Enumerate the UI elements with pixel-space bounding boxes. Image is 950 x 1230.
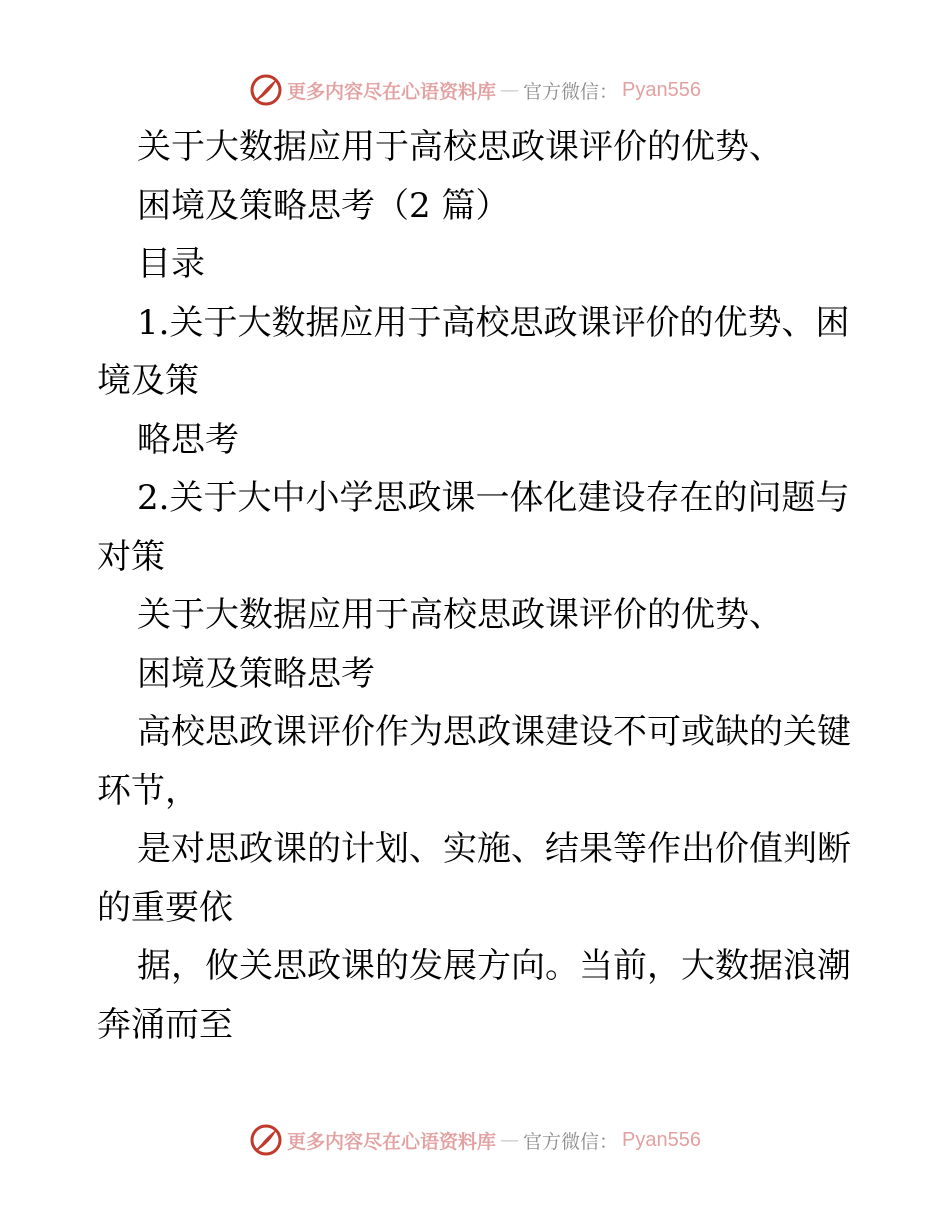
watermark-wechat-id: Pyan556 [622,78,701,101]
paragraph-line: 高校思政课评价作为思政课建设不可或缺的关键 [137,712,851,752]
quill-pen-logo-icon [249,73,283,107]
watermark-separator: — [500,79,520,101]
toc-item-2-line-1: 2.关于大中小学思政课一体化建设存在的问题与 [137,478,850,518]
section-title-line-2: 困境及策略思考 [137,653,375,694]
toc-item-1-line-3: 略思考 [137,419,239,460]
toc-item-1-line-1: 1.关于大数据应用于高校思政课评价的优势、困 [137,302,850,343]
header-watermark [0,70,950,110]
watermark-label: 官方微信： [523,80,619,103]
watermark-group [249,1123,701,1157]
section-title-line-1: 关于大数据应用于高校思政课评价的优势、 [137,595,783,635]
toc-item-2-line-2: 对策 [97,536,165,577]
watermark-wechat-id: Pyan556 [622,1128,701,1151]
toc-item-1-line-2: 境及策 [97,361,199,401]
watermark-group [249,73,701,107]
watermark-label: 官方微信： [523,1130,619,1153]
watermark-separator: — [500,1129,520,1151]
footer-watermark [0,1120,950,1160]
quill-pen-logo-icon [249,1123,283,1157]
document-body [97,118,857,1054]
paragraph-line: 环节， [97,770,199,811]
toc-heading: 目录 [137,244,205,284]
paragraph-line: 奔涌而至 [97,1004,233,1045]
paragraph-line: 是对思政课的计划、实施、结果等作出价值判断 [137,829,851,869]
doc-title-line-1: 关于大数据应用于高校思政课评价的优势、 [137,127,783,167]
paragraph-line: 的重要依 [97,887,233,928]
doc-title-line-2: 困境及策略思考（2 篇） [137,185,510,226]
watermark-site-text: 更多内容尽在心语资料库 [287,1130,497,1153]
watermark-site-text: 更多内容尽在心语资料库 [287,80,497,103]
paragraph-line: 据，攸关思政课的发展方向。当前，大数据浪潮 [137,946,851,986]
